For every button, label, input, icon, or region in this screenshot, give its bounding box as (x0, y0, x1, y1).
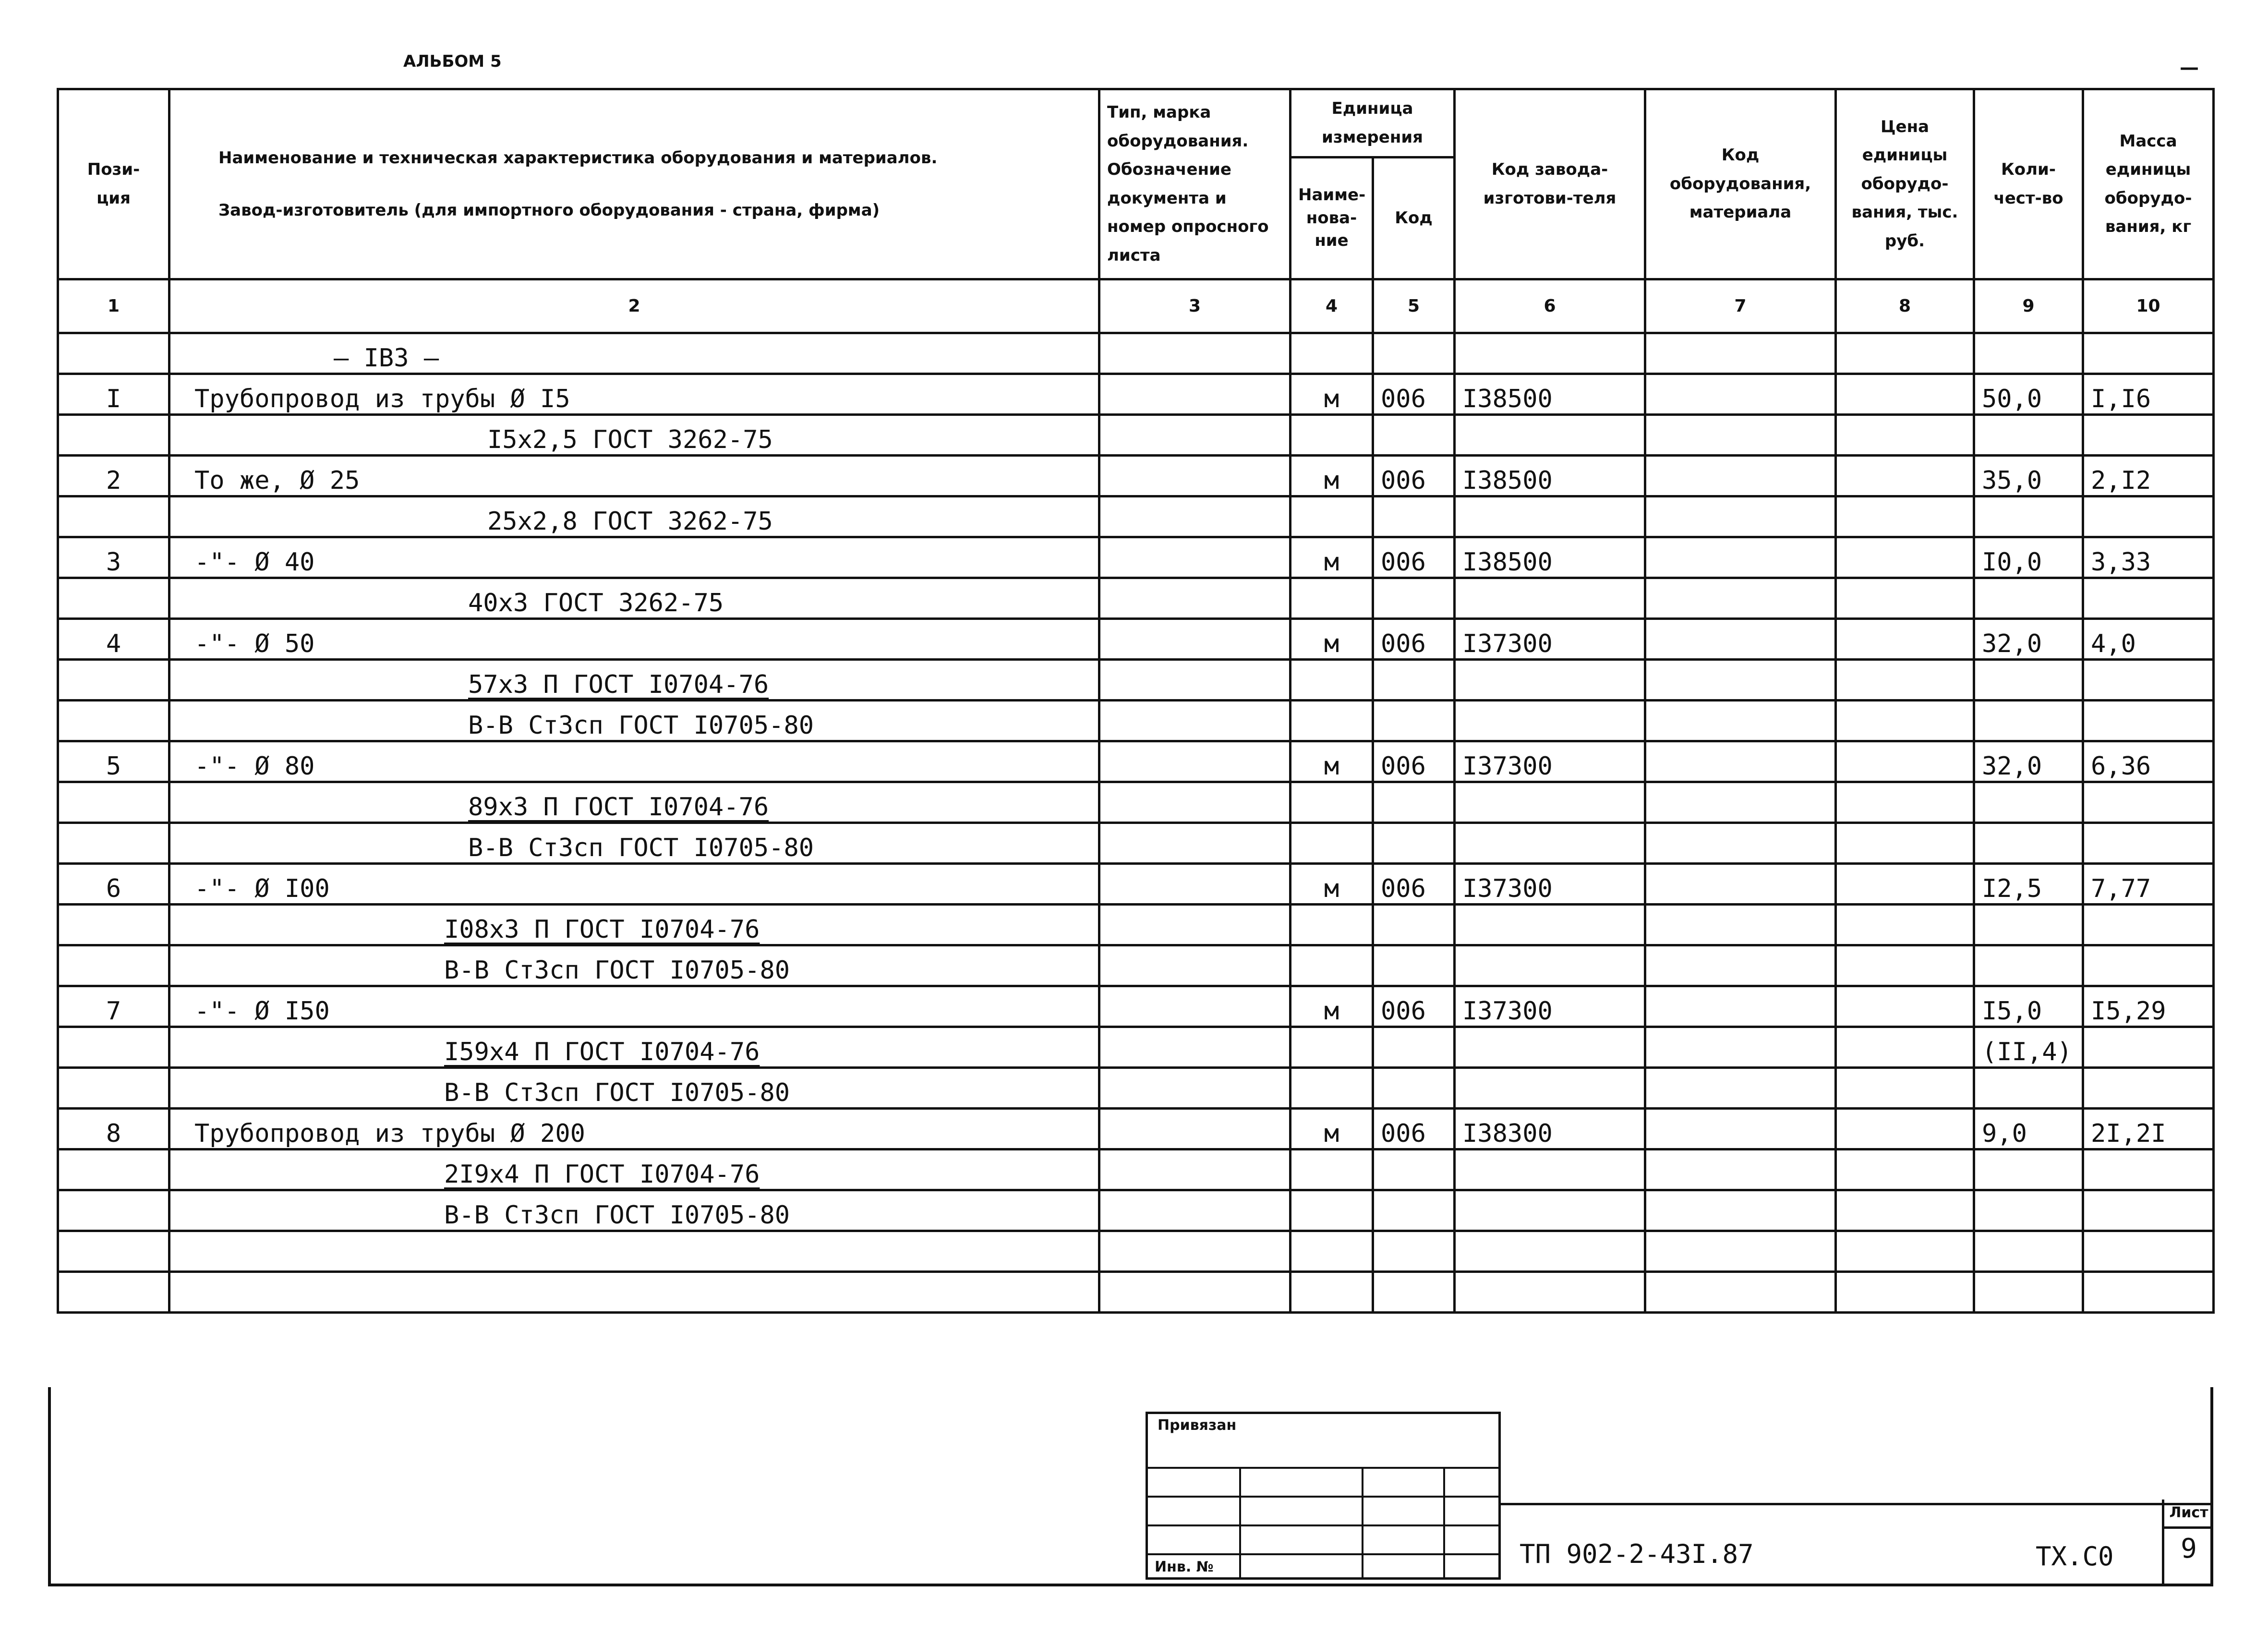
price-cell (1836, 660, 1974, 701)
equipment-code-cell (1645, 823, 1836, 864)
position-cell (58, 333, 169, 374)
table-row (58, 823, 2214, 864)
unit-cell (1291, 701, 1373, 741)
album-label: АЛЬБОМ 5 (403, 52, 502, 71)
quantity-cell: (II,4) (1974, 1027, 2083, 1068)
price-cell (1836, 1149, 1974, 1190)
type-cell (1099, 1109, 1291, 1149)
col-number: 8 (1836, 279, 1974, 333)
unit-cell: м (1291, 864, 1373, 905)
header-price: Цена единицы оборудо-вания, тыс. руб. (1836, 89, 1974, 279)
unit-cell: м (1291, 1109, 1373, 1149)
unit-code-cell: 006 (1373, 1109, 1455, 1149)
type-cell (1099, 864, 1291, 905)
quantity-cell: I5,0 (1974, 986, 2083, 1027)
unit-cell: м (1291, 986, 1373, 1027)
price-cell (1836, 986, 1974, 1027)
quantity-cell (1974, 823, 2083, 864)
position-cell: 6 (58, 864, 169, 905)
mass-cell (2083, 1068, 2214, 1109)
unit-cell (1291, 905, 1373, 945)
quantity-cell (1974, 905, 2083, 945)
mass-cell (2083, 782, 2214, 823)
unit-cell (1291, 1149, 1373, 1190)
mass-cell (2083, 1027, 2214, 1068)
unit-code-cell (1373, 496, 1455, 537)
mass-cell (2083, 1231, 2214, 1272)
equipment-code-cell (1645, 905, 1836, 945)
header-equipment-code: Код оборудования, материала (1645, 89, 1836, 279)
inventory-label: Инв. № (1155, 1559, 1214, 1575)
table-row (58, 1272, 2214, 1313)
title-block-line (1501, 1503, 2213, 1505)
quantity-cell (1974, 1149, 2083, 1190)
col-number: 7 (1645, 279, 1836, 333)
unit-cell (1291, 496, 1373, 537)
position-cell (58, 1149, 169, 1190)
price-cell (1836, 333, 1974, 374)
unit-code-cell (1373, 782, 1455, 823)
maker-code-cell (1455, 1272, 1645, 1313)
maker-code-cell: I37300 (1455, 619, 1645, 660)
type-cell (1099, 537, 1291, 578)
position-cell: 3 (58, 537, 169, 578)
name-cell: -"- Ø I50 (169, 986, 1099, 1027)
table-row (58, 660, 2214, 701)
col-number: 2 (169, 279, 1099, 333)
price-cell (1836, 374, 1974, 415)
equipment-code-cell (1645, 619, 1836, 660)
equipment-code-cell (1645, 986, 1836, 1027)
price-cell (1836, 905, 1974, 945)
name-cell: То же, Ø 25 (169, 456, 1099, 496)
price-cell (1836, 945, 1974, 986)
quantity-cell (1974, 701, 2083, 741)
mass-cell (2083, 701, 2214, 741)
table-row (58, 578, 2214, 619)
unit-code-cell: 006 (1373, 374, 1455, 415)
maker-code-cell: I38500 (1455, 374, 1645, 415)
unit-code-cell (1373, 1272, 1455, 1313)
quantity-cell (1974, 333, 2083, 374)
price-cell (1836, 1190, 1974, 1231)
equipment-code-cell (1645, 741, 1836, 782)
type-cell (1099, 823, 1291, 864)
col-number: 1 (58, 279, 169, 333)
position-cell: I (58, 374, 169, 415)
table-row (58, 864, 2214, 905)
col-number: 6 (1455, 279, 1645, 333)
price-cell (1836, 864, 1974, 905)
maker-code-cell (1455, 1149, 1645, 1190)
mass-cell: 3,33 (2083, 537, 2214, 578)
equipment-code-cell (1645, 864, 1836, 905)
col-number: 10 (2083, 279, 2214, 333)
col-number: 5 (1373, 279, 1455, 333)
mass-cell (2083, 1272, 2214, 1313)
name-cell: 25x2,8 ГОСТ 3262-75 (169, 496, 1099, 537)
table-row (58, 374, 2214, 415)
unit-code-cell (1373, 1068, 1455, 1109)
maker-code-cell: I37300 (1455, 986, 1645, 1027)
table-row (58, 741, 2214, 782)
unit-code-cell (1373, 1231, 1455, 1272)
mass-cell: 2I,2I (2083, 1109, 2214, 1149)
position-cell (58, 905, 169, 945)
type-cell (1099, 660, 1291, 701)
document-section: ТХ.С0 (2036, 1541, 2114, 1572)
type-cell (1099, 741, 1291, 782)
quantity-cell: 35,0 (1974, 456, 2083, 496)
mass-cell (2083, 945, 2214, 986)
price-cell (1836, 823, 1974, 864)
price-cell (1836, 415, 1974, 456)
quantity-cell (1974, 1068, 2083, 1109)
equipment-code-cell (1645, 537, 1836, 578)
header-type: Тип, марка оборудования. Обозначение документа и номер опросного листа (1099, 89, 1291, 279)
maker-code-cell (1455, 782, 1645, 823)
position-cell (58, 1272, 169, 1313)
position-cell: 2 (58, 456, 169, 496)
type-cell (1099, 578, 1291, 619)
type-cell (1099, 905, 1291, 945)
name-cell: В-В Ст3сп ГОСТ I0705-80 (169, 945, 1099, 986)
price-cell (1836, 1068, 1974, 1109)
unit-code-cell: 006 (1373, 986, 1455, 1027)
document-code: ТП 902-2-43I.87 (1520, 1539, 1754, 1569)
equipment-code-cell (1645, 1190, 1836, 1231)
col-number: 4 (1291, 279, 1373, 333)
quantity-cell (1974, 782, 2083, 823)
name-cell (169, 1231, 1099, 1272)
unit-cell: м (1291, 456, 1373, 496)
type-cell (1099, 945, 1291, 986)
equipment-code-cell (1645, 1068, 1836, 1109)
mass-cell (2083, 905, 2214, 945)
price-cell (1836, 537, 1974, 578)
sheet-box (2162, 1500, 2213, 1586)
name-cell: Трубопровод из трубы Ø 200 (169, 1109, 1099, 1149)
table-row (58, 619, 2214, 660)
table-row (58, 1068, 2214, 1109)
maker-code-cell: I38500 (1455, 456, 1645, 496)
position-cell (58, 945, 169, 986)
unit-cell (1291, 578, 1373, 619)
table-row (58, 986, 2214, 1027)
name-cell: -"- Ø I00 (169, 864, 1099, 905)
price-cell (1836, 456, 1974, 496)
equipment-code-cell (1645, 456, 1836, 496)
type-cell (1099, 1272, 1291, 1313)
name-cell: I08x3 П ГОСТ I0704-76 (169, 905, 1099, 945)
name-cell: В-В Ст3сп ГОСТ I0705-80 (169, 823, 1099, 864)
equipment-code-cell (1645, 782, 1836, 823)
unit-code-cell: 006 (1373, 456, 1455, 496)
mass-cell (2083, 660, 2214, 701)
unit-cell: м (1291, 537, 1373, 578)
maker-code-cell (1455, 945, 1645, 986)
unit-cell (1291, 1190, 1373, 1231)
price-cell (1836, 1109, 1974, 1149)
type-cell (1099, 1068, 1291, 1109)
unit-code-cell (1373, 823, 1455, 864)
unit-cell: м (1291, 374, 1373, 415)
unit-code-cell (1373, 1149, 1455, 1190)
sheet-label: Лист (2164, 1500, 2213, 1529)
stamp-title: Привязан (1158, 1417, 1237, 1434)
unit-code-cell (1373, 660, 1455, 701)
position-cell (58, 1190, 169, 1231)
maker-code-cell (1455, 1190, 1645, 1231)
type-cell (1099, 986, 1291, 1027)
table-row (58, 1190, 2214, 1231)
unit-code-cell (1373, 1190, 1455, 1231)
name-cell: -"- Ø 80 (169, 741, 1099, 782)
table-row (58, 456, 2214, 496)
unit-cell (1291, 333, 1373, 374)
mass-cell: 7,77 (2083, 864, 2214, 905)
position-cell (58, 1027, 169, 1068)
type-cell (1099, 496, 1291, 537)
mass-cell (2083, 578, 2214, 619)
position-cell: 7 (58, 986, 169, 1027)
equipment-code-cell (1645, 578, 1836, 619)
equipment-code-cell (1645, 333, 1836, 374)
equipment-code-cell (1645, 701, 1836, 741)
unit-code-cell (1373, 1027, 1455, 1068)
price-cell (1836, 741, 1974, 782)
table-row (58, 496, 2214, 537)
mass-cell: 2,I2 (2083, 456, 2214, 496)
unit-code-cell: 006 (1373, 864, 1455, 905)
maker-code-cell: I37300 (1455, 864, 1645, 905)
header-quantity: Коли-чест-во (1974, 89, 2083, 279)
table-row (58, 537, 2214, 578)
quantity-cell: 9,0 (1974, 1109, 2083, 1149)
table-row (58, 333, 2214, 374)
unit-cell (1291, 1027, 1373, 1068)
col-number: 9 (1974, 279, 2083, 333)
name-cell: Трубопровод из трубы Ø I5 (169, 374, 1099, 415)
maker-code-cell (1455, 660, 1645, 701)
position-cell (58, 578, 169, 619)
maker-code-cell (1455, 333, 1645, 374)
position-cell (58, 660, 169, 701)
table-row (58, 782, 2214, 823)
quantity-cell (1974, 945, 2083, 986)
maker-code-cell: I37300 (1455, 741, 1645, 782)
name-cell (169, 1272, 1099, 1313)
name-cell: — IB3 — (169, 333, 1099, 374)
unit-cell: м (1291, 619, 1373, 660)
name-cell: В-В Ст3сп ГОСТ I0705-80 (169, 1068, 1099, 1109)
type-cell (1099, 782, 1291, 823)
table-row (58, 1149, 2214, 1190)
column-number-row (58, 279, 2214, 333)
drawing-frame (48, 1387, 2213, 1586)
unit-code-cell (1373, 333, 1455, 374)
name-cell: 57x3 П ГОСТ I0704-76 (169, 660, 1099, 701)
maker-code-cell (1455, 1231, 1645, 1272)
header-unit-code: Код (1373, 157, 1455, 279)
approval-stamp (1146, 1412, 1501, 1580)
maker-code-cell (1455, 1068, 1645, 1109)
quantity-cell (1974, 578, 2083, 619)
header-unit-name: Наиме-нова-ние (1291, 157, 1373, 279)
maker-code-cell: I38300 (1455, 1109, 1645, 1149)
type-cell (1099, 1149, 1291, 1190)
quantity-cell (1974, 1231, 2083, 1272)
equipment-code-cell (1645, 1027, 1836, 1068)
type-cell (1099, 1027, 1291, 1068)
equipment-code-cell (1645, 496, 1836, 537)
header-name: Наименование и техническая характеристика оборудования и материалов. Завод-изготовитель (для импортного оборудования - страна, фирма) (169, 89, 1099, 279)
quantity-cell: 32,0 (1974, 619, 2083, 660)
corner-mark: — (2180, 57, 2199, 79)
table-row (58, 905, 2214, 945)
name-cell: 2I9x4 П ГОСТ I0704-76 (169, 1149, 1099, 1190)
table-row (58, 1027, 2214, 1068)
equipment-code-cell (1645, 1272, 1836, 1313)
unit-code-cell: 006 (1373, 537, 1455, 578)
mass-cell: 4,0 (2083, 619, 2214, 660)
mass-cell (2083, 1149, 2214, 1190)
maker-code-cell: I38500 (1455, 537, 1645, 578)
position-cell (58, 496, 169, 537)
col-number: 3 (1099, 279, 1291, 333)
maker-code-cell (1455, 1027, 1645, 1068)
maker-code-cell (1455, 701, 1645, 741)
price-cell (1836, 701, 1974, 741)
type-cell (1099, 619, 1291, 660)
quantity-cell: I2,5 (1974, 864, 2083, 905)
quantity-cell (1974, 660, 2083, 701)
name-cell: В-В Ст3сп ГОСТ I0705-80 (169, 701, 1099, 741)
quantity-cell (1974, 415, 2083, 456)
quantity-cell (1974, 1190, 2083, 1231)
price-cell (1836, 1272, 1974, 1313)
unit-code-cell: 006 (1373, 741, 1455, 782)
equipment-code-cell (1645, 1149, 1836, 1190)
position-cell: 8 (58, 1109, 169, 1149)
unit-cell (1291, 1272, 1373, 1313)
unit-code-cell (1373, 578, 1455, 619)
unit-cell: м (1291, 741, 1373, 782)
equipment-code-cell (1645, 660, 1836, 701)
header-unit: Единица измерения (1291, 89, 1455, 157)
position-cell (58, 415, 169, 456)
table-row (58, 1231, 2214, 1272)
unit-cell (1291, 823, 1373, 864)
header-maker-code: Код завода-изготови-теля (1455, 89, 1645, 279)
maker-code-cell (1455, 578, 1645, 619)
maker-code-cell (1455, 823, 1645, 864)
unit-code-cell (1373, 905, 1455, 945)
header-position: Пози- ция (58, 89, 169, 279)
specification-table (57, 88, 2215, 1314)
equipment-code-cell (1645, 1109, 1836, 1149)
quantity-cell (1974, 496, 2083, 537)
name-cell: I5x2,5 ГОСТ 3262-75 (169, 415, 1099, 456)
unit-code-cell (1373, 415, 1455, 456)
sheet-number: 9 (2181, 1533, 2197, 1564)
maker-code-cell (1455, 905, 1645, 945)
position-cell (58, 823, 169, 864)
unit-cell (1291, 1068, 1373, 1109)
quantity-cell: 32,0 (1974, 741, 2083, 782)
mass-cell (2083, 333, 2214, 374)
mass-cell (2083, 496, 2214, 537)
position-cell (58, 782, 169, 823)
position-cell: 5 (58, 741, 169, 782)
maker-code-cell (1455, 496, 1645, 537)
table-row (58, 945, 2214, 986)
type-cell (1099, 701, 1291, 741)
equipment-code-cell (1645, 945, 1836, 986)
type-cell (1099, 415, 1291, 456)
name-cell: В-В Ст3сп ГОСТ I0705-80 (169, 1190, 1099, 1231)
name-cell: -"- Ø 50 (169, 619, 1099, 660)
price-cell (1836, 578, 1974, 619)
unit-cell (1291, 660, 1373, 701)
mass-cell: 6,36 (2083, 741, 2214, 782)
quantity-cell: I0,0 (1974, 537, 2083, 578)
type-cell (1099, 1231, 1291, 1272)
quantity-cell (1974, 1272, 2083, 1313)
type-cell (1099, 333, 1291, 374)
name-cell: 40x3 ГОСТ 3262-75 (169, 578, 1099, 619)
header-mass: Масса единицы оборудо-вания, кг (2083, 89, 2214, 279)
unit-code-cell (1373, 701, 1455, 741)
type-cell (1099, 456, 1291, 496)
equipment-code-cell (1645, 415, 1836, 456)
unit-code-cell (1373, 945, 1455, 986)
unit-cell (1291, 1231, 1373, 1272)
position-cell (58, 1231, 169, 1272)
name-cell: -"- Ø 40 (169, 537, 1099, 578)
name-cell: 89x3 П ГОСТ I0704-76 (169, 782, 1099, 823)
position-cell: 4 (58, 619, 169, 660)
price-cell (1836, 1231, 1974, 1272)
table-row (58, 701, 2214, 741)
mass-cell (2083, 823, 2214, 864)
unit-code-cell: 006 (1373, 619, 1455, 660)
unit-cell (1291, 782, 1373, 823)
table-row (58, 415, 2214, 456)
mass-cell (2083, 415, 2214, 456)
mass-cell: I5,29 (2083, 986, 2214, 1027)
position-cell (58, 701, 169, 741)
name-cell: I59x4 П ГОСТ I0704-76 (169, 1027, 1099, 1068)
mass-cell: I,I6 (2083, 374, 2214, 415)
price-cell (1836, 1027, 1974, 1068)
equipment-code-cell (1645, 1231, 1836, 1272)
table-row (58, 1109, 2214, 1149)
price-cell (1836, 782, 1974, 823)
position-cell (58, 1068, 169, 1109)
type-cell (1099, 1190, 1291, 1231)
mass-cell (2083, 1190, 2214, 1231)
price-cell (1836, 619, 1974, 660)
maker-code-cell (1455, 415, 1645, 456)
price-cell (1836, 496, 1974, 537)
equipment-code-cell (1645, 374, 1836, 415)
type-cell (1099, 374, 1291, 415)
unit-cell (1291, 415, 1373, 456)
quantity-cell: 50,0 (1974, 374, 2083, 415)
unit-cell (1291, 945, 1373, 986)
